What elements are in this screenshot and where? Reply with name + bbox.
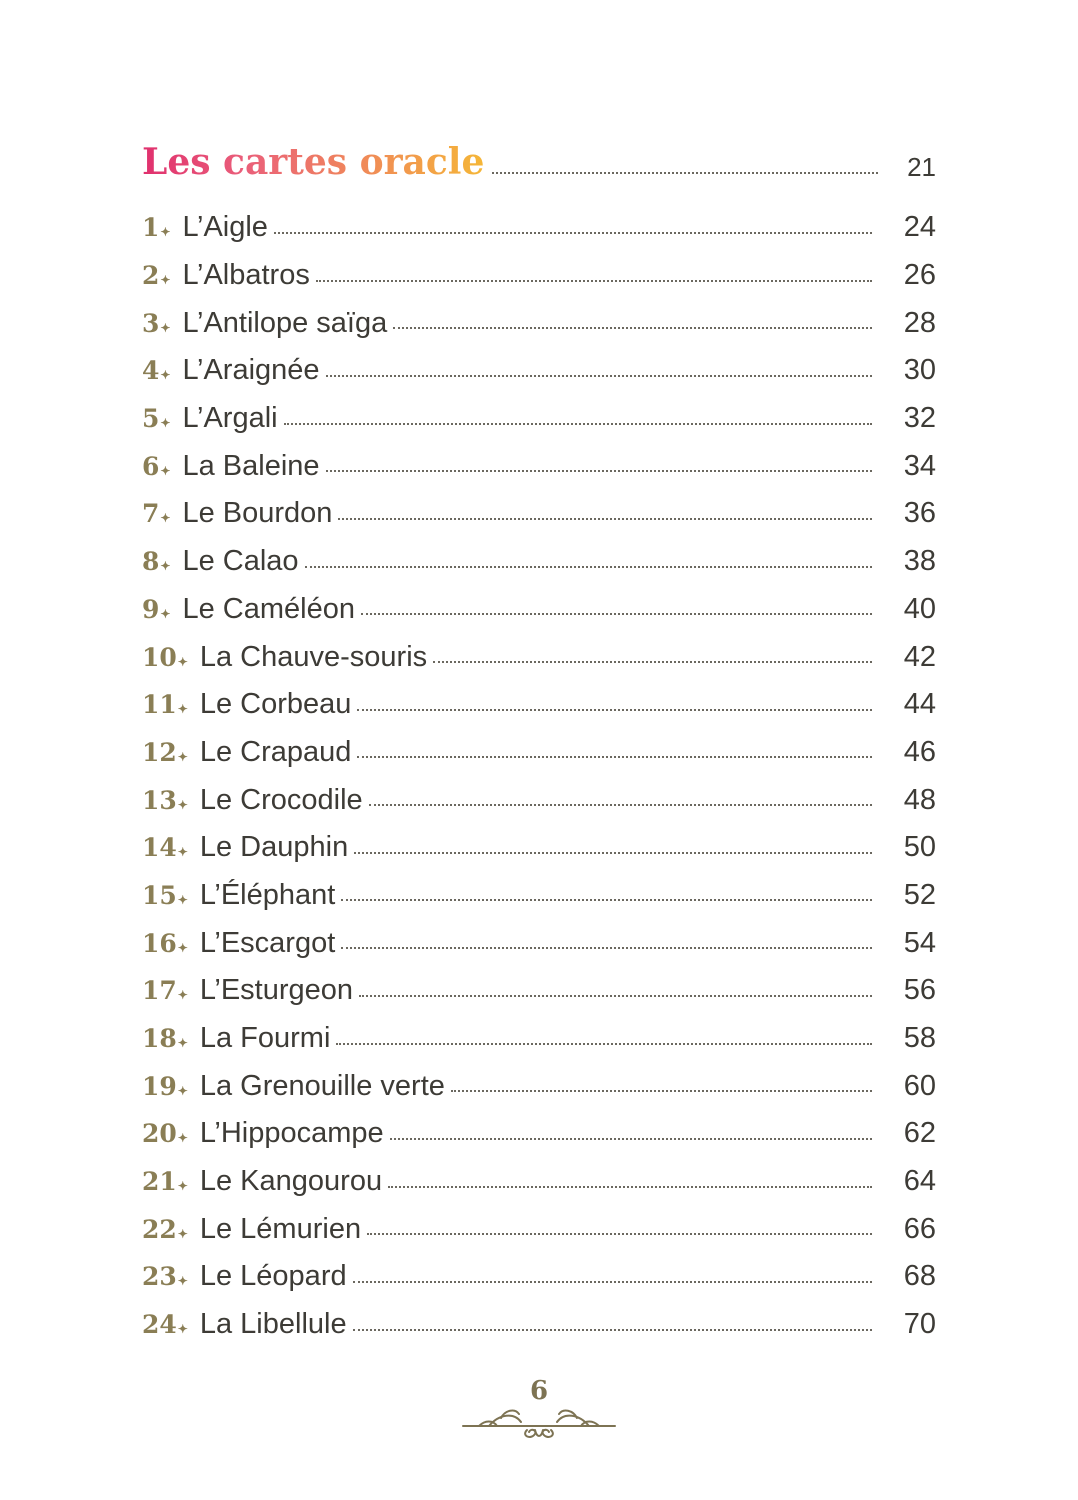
star-bullet-icon: ✦ [160, 559, 171, 574]
dot-leader [316, 280, 872, 282]
entry-number-text: 10 [142, 642, 177, 672]
star-bullet-icon: ✦ [177, 845, 188, 860]
entry-number-text: 16 [142, 928, 177, 958]
toc-entry [142, 681, 936, 729]
dot-leader [433, 661, 872, 663]
star-bullet-icon: ✦ [177, 1083, 188, 1098]
dot-leader [388, 1186, 872, 1188]
entry-title: Le Caméléon [182, 592, 355, 625]
entry-page-number: 56 [903, 974, 936, 1007]
entry-page-number: 46 [903, 735, 936, 768]
entry-title: La Chauve-souris [199, 640, 428, 673]
entry-number [142, 261, 170, 290]
entry-title: L’Araignée [182, 354, 320, 387]
entry-number-text: 24 [142, 1310, 177, 1340]
entry-number [142, 1262, 188, 1291]
entry-number [142, 833, 188, 862]
entry-number-text: 3 [142, 308, 160, 338]
entry-title: L’Albatros [182, 259, 310, 292]
entry-page-number: 64 [903, 1165, 936, 1198]
entry-number [142, 929, 188, 958]
dot-leader [341, 947, 872, 949]
flourish-ornament-icon [459, 1404, 619, 1440]
entry-number-text: 18 [142, 1024, 177, 1054]
toc-entry [142, 252, 936, 300]
entry-number [142, 213, 170, 242]
star-bullet-icon: ✦ [160, 511, 171, 526]
entry-title: L’Antilope saïga [182, 306, 388, 339]
toc-entry [142, 1253, 936, 1301]
entry-number [142, 309, 170, 338]
entry-title: La Grenouille verte [199, 1069, 445, 1102]
entry-number [142, 1310, 188, 1339]
dot-leader [367, 1233, 872, 1235]
toc-entry [142, 1205, 936, 1253]
entry-page-number: 30 [903, 354, 936, 387]
entry-number-text: 2 [142, 261, 160, 291]
entry-page-number: 40 [903, 592, 936, 625]
toc-entry [142, 586, 936, 634]
entry-number-text: 5 [142, 404, 160, 434]
entry-number [142, 547, 170, 576]
dot-leader [357, 756, 872, 758]
section-page-number: 21 [907, 152, 936, 182]
toc-entry [142, 1158, 936, 1206]
toc-entry [142, 442, 936, 490]
dot-leader [326, 375, 872, 377]
dot-leader [357, 709, 872, 711]
toc-section-heading [142, 134, 936, 184]
toc-entry [142, 1015, 936, 1063]
toc-entry [142, 299, 936, 347]
entry-page-number: 54 [903, 926, 936, 959]
dot-leader [451, 1090, 872, 1092]
toc-entry [142, 204, 936, 252]
entry-number-text: 12 [142, 737, 177, 767]
dot-leader [359, 995, 872, 997]
entry-number-text: 4 [142, 356, 160, 386]
entry-page-number: 28 [903, 306, 936, 339]
entry-title: L’Éléphant [199, 878, 336, 911]
star-bullet-icon: ✦ [177, 892, 188, 907]
dot-leader [338, 518, 872, 520]
entry-page-number: 58 [903, 1022, 936, 1055]
star-bullet-icon: ✦ [177, 702, 188, 717]
dot-leader [284, 423, 872, 425]
entry-number-text: 17 [142, 976, 177, 1006]
entry-title: La Baleine [182, 449, 320, 482]
entry-number-text: 13 [142, 785, 177, 815]
dot-leader [353, 1281, 872, 1283]
section-title: Les cartes oracle [142, 141, 485, 183]
entry-number [142, 643, 188, 672]
dot-leader [336, 1043, 872, 1045]
entry-number-text: 22 [142, 1214, 177, 1244]
entry-number [142, 1024, 188, 1053]
entry-number-text: 19 [142, 1071, 177, 1101]
entry-number [142, 452, 170, 481]
star-bullet-icon: ✦ [177, 1131, 188, 1146]
toc-entry [142, 1110, 936, 1158]
dot-leader [326, 470, 872, 472]
toc-entry [142, 824, 936, 872]
entry-title: Le Dauphin [199, 831, 349, 864]
entry-page-number: 48 [903, 783, 936, 816]
dot-leader [361, 613, 872, 615]
entry-number-text: 15 [142, 880, 177, 910]
entry-page-number: 44 [903, 688, 936, 721]
star-bullet-icon: ✦ [177, 797, 188, 812]
toc-entry [142, 967, 936, 1015]
entry-number [142, 499, 170, 528]
entry-number [142, 976, 188, 1005]
entry-page-number: 42 [903, 640, 936, 673]
entry-title: L’Hippocampe [199, 1117, 384, 1150]
entry-number-text: 11 [142, 690, 177, 720]
dot-leader [393, 327, 872, 329]
entry-page-number: 32 [903, 402, 936, 435]
dot-leader [353, 1329, 872, 1331]
entry-number [142, 1215, 188, 1244]
entry-number-text: 6 [142, 451, 160, 481]
star-bullet-icon: ✦ [177, 1226, 188, 1241]
entry-number [142, 1119, 188, 1148]
entry-number-text: 8 [142, 547, 160, 577]
entry-page-number: 52 [903, 878, 936, 911]
star-bullet-icon: ✦ [160, 463, 171, 478]
entry-title: La Fourmi [199, 1022, 331, 1055]
toc-entry [142, 872, 936, 920]
entry-number [142, 1167, 188, 1196]
dot-leader [274, 232, 872, 234]
entry-page-number: 60 [903, 1069, 936, 1102]
toc-entry [142, 633, 936, 681]
toc-entry-list [142, 204, 936, 1349]
entry-number [142, 1072, 188, 1101]
entry-page-number: 24 [903, 211, 936, 244]
entry-title: La Libellule [199, 1308, 347, 1341]
star-bullet-icon: ✦ [177, 1274, 188, 1289]
entry-page-number: 36 [903, 497, 936, 530]
entry-number-text: 21 [142, 1167, 177, 1197]
entry-number [142, 356, 170, 385]
entry-page-number: 68 [903, 1260, 936, 1293]
star-bullet-icon: ✦ [177, 1036, 188, 1051]
entry-page-number: 70 [903, 1308, 936, 1341]
star-bullet-icon: ✦ [160, 225, 171, 240]
entry-number-text: 1 [142, 213, 160, 243]
entry-page-number: 34 [903, 449, 936, 482]
dot-leader [341, 899, 872, 901]
entry-title: Le Calao [182, 545, 299, 578]
entry-number [142, 690, 188, 719]
star-bullet-icon: ✦ [160, 606, 171, 621]
entry-title: L’Esturgeon [199, 974, 354, 1007]
dot-leader [305, 566, 872, 568]
toc-entry [142, 490, 936, 538]
entry-page-number: 66 [903, 1212, 936, 1245]
entry-number-text: 14 [142, 833, 177, 863]
star-bullet-icon: ✦ [177, 1179, 188, 1194]
entry-page-number: 26 [903, 259, 936, 292]
entry-number [142, 595, 170, 624]
entry-number-text: 9 [142, 594, 160, 624]
entry-page-number: 62 [903, 1117, 936, 1150]
entry-number-text: 7 [142, 499, 160, 529]
entry-title: L’Escargot [199, 926, 336, 959]
toc-entry [142, 776, 936, 824]
folio-page-number: 6 [529, 1376, 549, 1406]
entry-title: Le Crocodile [199, 783, 363, 816]
dot-leader [390, 1138, 872, 1140]
entry-title: L’Argali [182, 402, 278, 435]
toc-entry [142, 538, 936, 586]
dot-leader [354, 852, 872, 854]
entry-number [142, 786, 188, 815]
entry-title: Le Bourdon [182, 497, 333, 530]
toc-entry [142, 395, 936, 443]
star-bullet-icon: ✦ [160, 416, 171, 431]
entry-number-text: 23 [142, 1262, 177, 1292]
entry-title: Le Lémurien [199, 1212, 362, 1245]
entry-page-number: 50 [903, 831, 936, 864]
star-bullet-icon: ✦ [177, 940, 188, 955]
entry-title: Le Crapaud [199, 735, 352, 768]
entry-number-text: 20 [142, 1119, 177, 1149]
star-bullet-icon: ✦ [177, 749, 188, 764]
toc-entry [142, 1301, 936, 1349]
toc-entry [142, 919, 936, 967]
entry-number [142, 738, 188, 767]
toc-entry [142, 347, 936, 395]
toc-entry [142, 729, 936, 777]
star-bullet-icon: ✦ [160, 368, 171, 383]
entry-title: Le Léopard [199, 1260, 347, 1293]
star-bullet-icon: ✦ [160, 273, 171, 288]
star-bullet-icon: ✦ [177, 1322, 188, 1337]
dot-leader [492, 172, 878, 174]
entry-number [142, 404, 170, 433]
entry-number [142, 881, 188, 910]
dot-leader [369, 804, 872, 806]
toc-entry [142, 1062, 936, 1110]
entry-page-number: 38 [903, 545, 936, 578]
entry-title: Le Corbeau [199, 688, 352, 721]
star-bullet-icon: ✦ [160, 320, 171, 335]
entry-title: L’Aigle [182, 211, 268, 244]
entry-title: Le Kangourou [199, 1165, 383, 1198]
star-bullet-icon: ✦ [177, 654, 188, 669]
star-bullet-icon: ✦ [177, 988, 188, 1003]
